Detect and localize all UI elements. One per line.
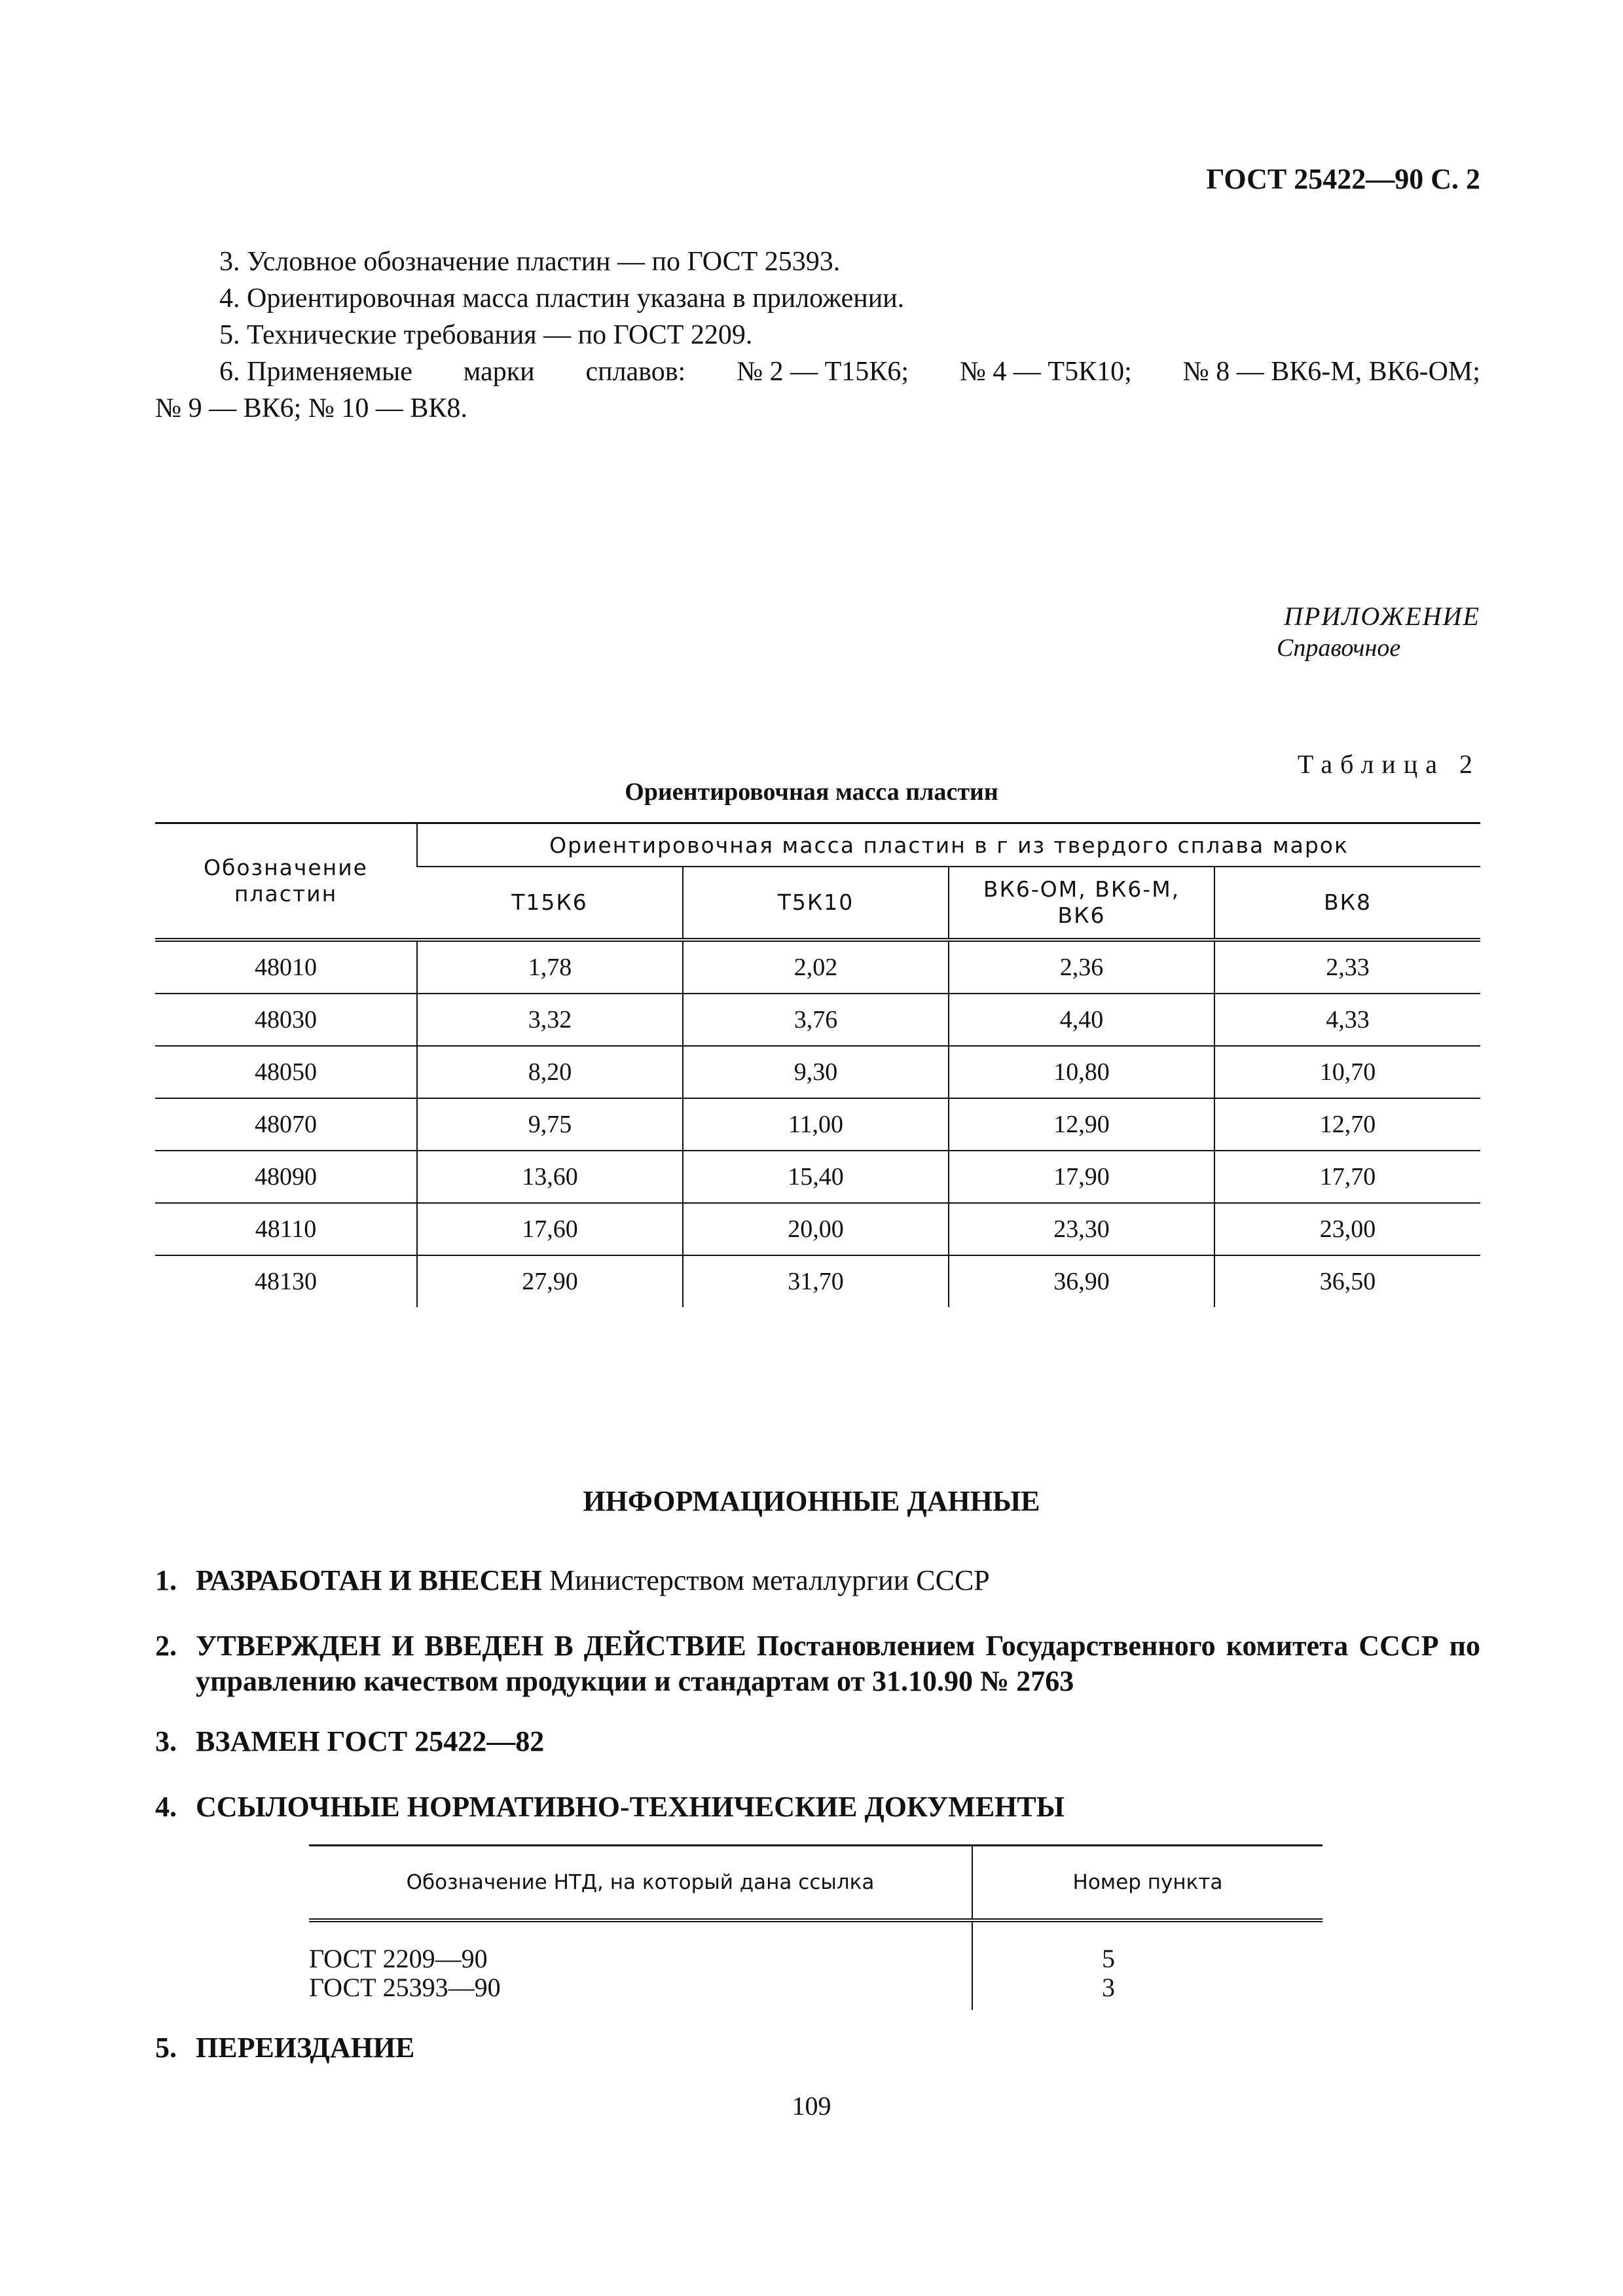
table-row bbox=[155, 1046, 1480, 1098]
cell: 2,36 bbox=[949, 940, 1214, 994]
clause-6-part: сплавов: bbox=[585, 357, 686, 387]
clauses bbox=[155, 243, 1480, 427]
clause-3: 3. Условное обозначение пластин — по ГОСТ 25393. bbox=[219, 247, 841, 277]
table-title: Ориентировочная масса пластин bbox=[625, 778, 998, 806]
ntd-clause bbox=[972, 1920, 1322, 1973]
item-heading: ПЕРЕИЗДАНИЕ bbox=[196, 2032, 415, 2064]
item-number: 1. bbox=[155, 1564, 177, 1596]
cell: 8,20 bbox=[417, 1046, 683, 1098]
table-label: Таблица 2 bbox=[1297, 749, 1480, 779]
cell: 11,00 bbox=[683, 1098, 949, 1151]
cell: 48130 bbox=[155, 1255, 417, 1307]
cell: 36,90 bbox=[949, 1255, 1214, 1307]
cell: 13,60 bbox=[417, 1151, 683, 1203]
item-number: 4. bbox=[155, 1791, 177, 1823]
info-item-5 bbox=[155, 2030, 1480, 2066]
clause-6-part: № 8 — ВК6-М, ВК6-ОМ; bbox=[1182, 357, 1480, 387]
table-row bbox=[155, 994, 1480, 1046]
cell: 1,78 bbox=[417, 940, 683, 994]
ntd-header-clause: Номер пункта bbox=[972, 1846, 1322, 1921]
cell: 48070 bbox=[155, 1098, 417, 1151]
item-number: 5. bbox=[155, 2032, 177, 2064]
ntd-header-designation: Обозначение НТД, на который дана ссылка bbox=[309, 1846, 972, 1921]
cell: 17,60 bbox=[417, 1203, 683, 1255]
clause-6-part: № 2 — Т15К6; bbox=[737, 357, 909, 387]
ntd-doc: ГОСТ 2209—90 bbox=[309, 1944, 488, 1973]
clause-6-part: № 4 — Т5К10; bbox=[959, 357, 1132, 387]
item-number: 2. bbox=[155, 1630, 177, 1662]
cell: 20,00 bbox=[683, 1203, 949, 1255]
ntd-clause-value: 5 bbox=[1102, 1944, 1115, 1973]
cell: 48050 bbox=[155, 1046, 417, 1098]
cell: 17,70 bbox=[1214, 1151, 1480, 1203]
mass-table bbox=[155, 822, 1480, 1307]
item-heading: РАЗРАБОТАН И ВНЕСЕН bbox=[196, 1564, 542, 1596]
info-title: ИНФОРМАЦИОННЫЕ ДАННЫЕ bbox=[583, 1485, 1040, 1517]
cell: 48030 bbox=[155, 994, 417, 1046]
table-row bbox=[309, 1973, 1322, 2010]
cell: 15,40 bbox=[683, 1151, 949, 1203]
ntd-table bbox=[309, 1844, 1322, 2010]
item-text: Постановлением Государственного комитета СССР по управлению качеством продукции и стандартам от 31.10.90 № 2763 bbox=[196, 1630, 1481, 1697]
cell: 4,33 bbox=[1214, 994, 1480, 1046]
page-header: ГОСТ 25422—90 С. 2 bbox=[1206, 163, 1480, 195]
annex-title: ПРИЛОЖЕНИЕ bbox=[1284, 601, 1480, 631]
info-item-1 bbox=[155, 1563, 1480, 1598]
cell: 4,40 bbox=[949, 994, 1214, 1046]
clause-6-part: марки bbox=[463, 357, 535, 387]
cell: 27,90 bbox=[417, 1255, 683, 1307]
table-row bbox=[155, 940, 1480, 994]
cell: 23,30 bbox=[949, 1203, 1214, 1255]
info-item-3 bbox=[155, 1724, 1480, 1759]
cell: 3,32 bbox=[417, 994, 683, 1046]
item-text: Министерством металлургии СССР bbox=[541, 1564, 990, 1596]
cell: 9,75 bbox=[417, 1098, 683, 1151]
info-item-2 bbox=[155, 1628, 1480, 1699]
table-row bbox=[155, 1203, 1480, 1255]
page-number: 109 bbox=[792, 2091, 831, 2121]
item-heading: УТВЕРЖДЕН И ВВЕДЕН В ДЕЙСТВИЕ bbox=[196, 1630, 746, 1662]
info-item-4 bbox=[155, 1789, 1480, 1825]
header-group: Ориентировочная масса пластин в г из твердого сплава марок bbox=[417, 823, 1480, 867]
ntd-doc: ГОСТ 25393—90 bbox=[309, 1973, 501, 2002]
clause-4: 4. Ориентировочная масса пластин указана в приложении. bbox=[219, 283, 905, 314]
header-grade: Т15К6 bbox=[417, 867, 683, 940]
cell: 3,76 bbox=[683, 994, 949, 1046]
table-row bbox=[155, 1255, 1480, 1307]
cell: 12,90 bbox=[949, 1098, 1214, 1151]
ntd-clause bbox=[972, 1973, 1322, 2010]
cell: 10,80 bbox=[949, 1046, 1214, 1098]
cell: 48090 bbox=[155, 1151, 417, 1203]
cell: 48010 bbox=[155, 940, 417, 994]
header-designation: Обозначение пластин bbox=[155, 823, 417, 941]
clause-6-part: 6. Применяемые bbox=[219, 357, 412, 387]
cell: 2,02 bbox=[683, 940, 949, 994]
cell: 2,33 bbox=[1214, 940, 1480, 994]
cell: 9,30 bbox=[683, 1046, 949, 1098]
clause-6 bbox=[155, 353, 1480, 390]
cell: 23,00 bbox=[1214, 1203, 1480, 1255]
header-grade: ВК6-ОМ, ВК6-М, ВК6 bbox=[949, 867, 1214, 940]
cell: 17,90 bbox=[949, 1151, 1214, 1203]
item-heading: ССЫЛОЧНЫЕ НОРМАТИВНО-ТЕХНИЧЕСКИЕ ДОКУМЕНТЫ bbox=[196, 1791, 1065, 1823]
table-row bbox=[309, 1920, 1322, 1973]
ntd-clause-value: 3 bbox=[1102, 1973, 1115, 2002]
table-row bbox=[155, 1151, 1480, 1203]
ntd-header-row bbox=[309, 1846, 1322, 1921]
table-row bbox=[155, 1098, 1480, 1151]
annex-subtitle: Справочное bbox=[1277, 634, 1401, 662]
table-header-row bbox=[155, 823, 1480, 867]
cell: 36,50 bbox=[1214, 1255, 1480, 1307]
item-number: 3. bbox=[155, 1725, 177, 1757]
cell: 10,70 bbox=[1214, 1046, 1480, 1098]
cell: 12,70 bbox=[1214, 1098, 1480, 1151]
cell: 48110 bbox=[155, 1203, 417, 1255]
cell: 31,70 bbox=[683, 1255, 949, 1307]
clause-5: 5. Технические требования — по ГОСТ 2209. bbox=[219, 320, 753, 350]
clause-6-continued: № 9 — ВК6; № 10 — ВК8. bbox=[155, 393, 467, 423]
header-grade: ВК8 bbox=[1214, 867, 1480, 940]
header-grade: Т5К10 bbox=[683, 867, 949, 940]
item-heading: ВЗАМЕН ГОСТ 25422—82 bbox=[196, 1725, 545, 1757]
